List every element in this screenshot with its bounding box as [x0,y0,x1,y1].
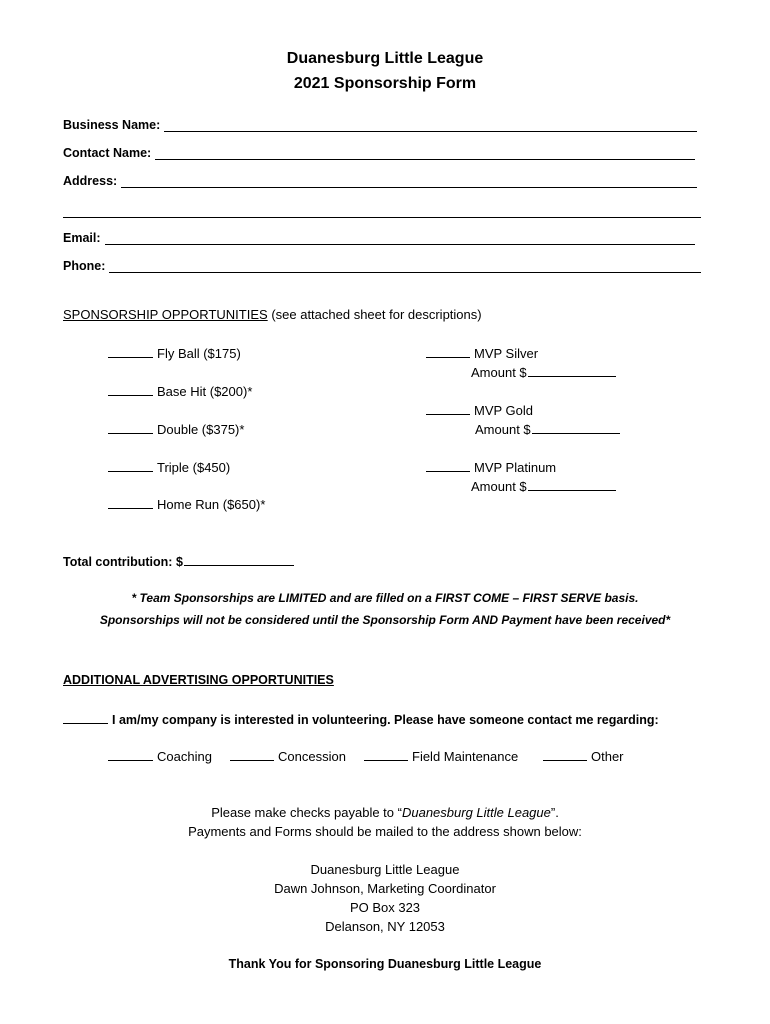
address-row [63,174,697,188]
volunteer-option-other [543,748,624,764]
amount-label: Amount $ [475,422,531,437]
option-mvp-silver [426,345,538,361]
contact-name-field[interactable] [155,147,695,160]
sponsorship-heading: SPONSORSHIP OPPORTUNITIES [63,307,268,322]
address-line-3: PO Box 323 [349,900,421,915]
option-blank[interactable] [364,748,408,761]
org-title: Duanesburg Little League [286,50,484,67]
option-blank[interactable] [426,402,470,415]
option-label: Home Run ($650)* [157,497,266,512]
option-base-hit [108,383,252,399]
business-name-label: Business Name: [63,118,161,132]
amount-label: Amount $ [471,479,527,494]
amount-field[interactable] [528,478,616,491]
volunteer-option-field-maintenance [364,748,518,764]
option-label: Other [591,749,624,764]
sponsorship-heading-row [63,307,482,322]
email-field[interactable] [105,232,695,245]
option-label: Field Maintenance [412,749,519,764]
option-blank[interactable] [108,421,153,434]
checks-suffix: ”. [550,805,559,820]
email-row [63,231,695,245]
amount-label: Amount $ [471,365,527,380]
address-line-2: Dawn Johnson, Marketing Coordinator [274,881,496,896]
option-home-run [108,496,265,512]
email-label: Email: [63,231,101,245]
option-mvp-platinum [426,459,556,475]
notice-line-1: * Team Sponsorships are LIMITED and are filled on a FIRST COME – FIRST SERVE basis. [131,591,639,605]
mvp-gold-amount [475,421,624,437]
volunteer-row [63,711,659,727]
volunteer-text: I am/my company is interested in volunteering. Please have someone contact me regarding: [112,713,659,727]
option-mvp-gold [426,402,533,418]
option-label: MVP Platinum [474,460,557,475]
option-fly-ball [108,345,241,361]
option-double [108,421,244,437]
phone-row [63,259,701,273]
option-label: Base Hit ($200)* [157,384,253,399]
mvp-silver-amount [471,364,620,380]
option-triple [108,459,230,475]
total-contribution-row [63,553,298,569]
notice-line-2: Sponsorships will not be considered until the Sponsorship Form AND Payment have been received* [99,613,671,627]
address-label: Address: [63,174,118,188]
option-label: MVP Gold [474,403,534,418]
amount-field[interactable] [528,364,616,377]
total-contribution-label: Total contribution: $ [63,555,183,569]
contact-name-row [63,146,695,160]
volunteer-blank[interactable] [63,711,108,724]
option-blank[interactable] [108,345,153,358]
address-field-line-2[interactable] [63,205,701,218]
option-blank[interactable] [108,383,153,396]
option-blank[interactable] [108,496,153,509]
option-blank[interactable] [543,748,587,761]
option-label: MVP Silver [474,346,539,361]
option-label: Triple ($450) [157,460,231,475]
address-line-4: Delanson, NY 12053 [325,919,445,934]
total-contribution-field[interactable] [184,553,294,566]
phone-label: Phone: [63,259,106,273]
form-title: 2021 Sponsorship Form [293,75,477,92]
option-blank[interactable] [108,748,153,761]
option-label: Coaching [157,749,212,764]
address-field[interactable] [121,175,697,188]
mvp-platinum-amount [471,478,620,494]
option-label: Fly Ball ($175) [157,346,241,361]
checks-payee: Duanesburg Little League [401,805,551,820]
option-blank[interactable] [426,345,470,358]
option-blank[interactable] [230,748,274,761]
option-blank[interactable] [426,459,470,472]
option-label: Double ($375)* [157,422,245,437]
business-name-field[interactable] [164,119,697,132]
business-name-row [63,118,697,132]
checks-payable-line [0,805,770,820]
mail-instructions: Payments and Forms should be mailed to the address shown below: [188,824,582,839]
address-line-1: Duanesburg Little League [310,862,460,877]
phone-field[interactable] [109,260,701,273]
option-blank[interactable] [108,459,153,472]
volunteer-option-coaching [108,748,212,764]
advertising-heading: ADDITIONAL ADVERTISING OPPORTUNITIES [63,673,334,687]
contact-name-label: Contact Name: [63,146,152,160]
amount-field[interactable] [532,421,620,434]
volunteer-option-concession [230,748,346,764]
checks-prefix: Please make checks payable to “ [211,805,402,820]
option-label: Concession [278,749,346,764]
thank-you: Thank You for Sponsoring Duanesburg Little League [228,957,542,971]
sponsorship-heading-note: (see attached sheet for descriptions) [271,307,482,322]
